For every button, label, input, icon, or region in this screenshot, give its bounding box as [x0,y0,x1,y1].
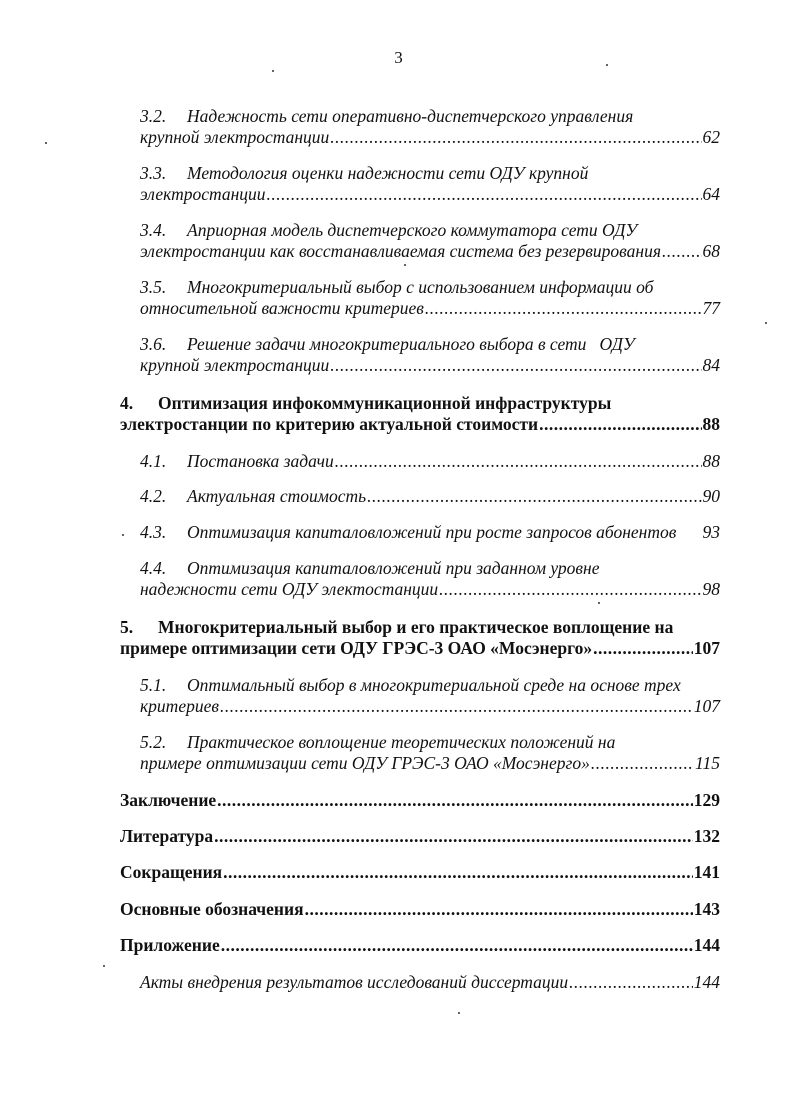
entry-title-line: электростанции [140,184,266,204]
entry-title-line: Методология оценки надежности сети ОДУ крупной [187,163,589,183]
entry-title-line: Надежность сети оперативно-диспетчерского управления [187,106,634,126]
toc-entry-3-6[interactable] [140,334,720,376]
toc-abbreviations[interactable] [120,862,720,883]
entry-page: 129 [693,790,720,810]
entry-page: 62 [702,127,720,147]
toc-chapter-4[interactable] [120,393,720,435]
entry-number: 3.4. [140,220,167,240]
entry-page: 88 [702,451,720,471]
scan-speck [122,534,124,536]
entry-page: 88 [702,414,720,434]
entry-title-line: относительной важности критериев [140,298,424,318]
leader-dots [330,355,701,376]
leader-dots [335,451,702,472]
entry-page: 98 [702,579,720,599]
entry-title-line: критериев [140,696,219,716]
entry-number: 5.2. [140,732,167,752]
entry-page: 115 [695,753,720,773]
toc-entry-4-1[interactable] [140,451,720,472]
entry-title-line: Оптимизация инфокоммуникационной инфраструктуры [158,393,612,413]
toc-appendix-acts[interactable] [140,972,720,993]
leader-dots [267,184,702,205]
leader-dots [330,127,701,148]
entry-title: Оптимизация капиталовложений при росте запросов абонентов [187,522,677,542]
entry-title-line: Многокритериальный выбор и его практическое воплощение на [158,617,674,637]
entry-title-line: Практическое воплощение теоретических положений на [187,732,616,752]
entry-title: Приложение [120,935,220,955]
entry-page: 144 [693,935,720,955]
leader-dots [662,241,702,262]
entry-title-line: крупной электростанции [140,127,330,147]
entry-title-line: крупной электростанции [140,355,330,375]
entry-title-line: Оптимальный выбор в многокритериальной среде на основе трех [187,675,681,695]
entry-number: 4.3. [140,522,167,542]
entry-title-line: Многокритериальный выбор с использованием информации об [187,277,654,297]
leader-dots [221,935,693,956]
entry-page: 141 [693,862,720,882]
entry-title-line: Решение задачи многокритериального выбора в сети ОДУ [187,334,635,354]
entry-number: 5.1. [140,675,167,695]
toc-entry-3-2[interactable] [140,106,720,148]
leader-dots [569,972,693,993]
entry-number: 3.6. [140,334,167,354]
entry-title-line: надежности сети ОДУ электостанции [140,579,439,599]
entry-number: 4.4. [140,558,167,578]
entry-page: 107 [693,696,720,716]
scan-speck [598,602,600,604]
leader-dots [425,298,702,319]
toc-entry-4-4[interactable] [140,558,720,600]
entry-number: 5. [120,617,134,637]
entry-title-line: примере оптимизации сети ОДУ ГРЭС-3 ОАО «Мосэнерго» [140,753,590,773]
toc-conclusion[interactable] [120,790,720,811]
entry-number: 3.5. [140,277,167,297]
entry-title: Сокращения [120,862,223,882]
toc-entry-3-5[interactable] [140,277,720,319]
entry-page: 143 [693,899,720,919]
entry-number: 3.3. [140,163,167,183]
scan-speck [458,1012,460,1014]
entry-page: 93 [702,522,720,542]
entry-number: 3.2. [140,106,167,126]
entry-title-line: примере оптимизации сети ОДУ ГРЭС-3 ОАО «Мосэнерго» [120,638,593,658]
toc-entry-4-3[interactable] [140,522,720,543]
entry-title-line: электростанции по критерию актуальной стоимости [120,414,539,434]
scan-speck [45,142,47,144]
entry-page: 68 [702,241,720,261]
toc-entry-5-1[interactable] [140,675,720,717]
leader-dots [305,899,693,920]
scan-speck [404,264,406,266]
toc-entry-4-2[interactable] [140,486,720,507]
entry-number: 4.2. [140,486,167,506]
entry-number: 4. [120,393,134,413]
entry-title: Заключение [120,790,217,810]
leader-dots [223,862,693,883]
scan-speck [272,70,274,72]
entry-page: 144 [693,972,720,992]
scan-speck [606,64,608,66]
leader-dots [593,638,693,659]
entry-title: Актуальная стоимость [187,486,367,506]
entry-title: Постановка задачи [187,451,334,471]
toc-entry-3-3[interactable] [140,163,720,205]
entry-page: 84 [702,355,720,375]
toc-notation[interactable] [120,899,720,920]
entry-title: Акты внедрения результатов исследований диссертации [140,972,569,992]
entry-title: Основные обозначения [120,899,304,919]
toc-chapter-5[interactable] [120,617,720,659]
leader-dots [439,579,701,600]
leader-dots [214,826,693,847]
toc-appendix[interactable] [120,935,720,956]
entry-title-line: Априорная модель диспетчерского коммутатора сети ОДУ [187,220,638,240]
leader-dots [591,753,694,774]
entry-page: 90 [702,486,720,506]
entry-number: 4.1. [140,451,167,471]
entry-page: 77 [702,298,720,318]
entry-page: 107 [693,638,720,658]
entry-title-line: Оптимизация капиталовложений при заданном уровне [187,558,600,578]
toc-literature[interactable] [120,826,720,847]
entry-title: Литература [120,826,214,846]
entry-title-line: электростанции как восстанавливаемая система без резервирования [140,241,661,261]
page-number: 3 [394,48,403,67]
scan-speck [765,322,767,324]
leader-dots [220,696,693,717]
leader-dots [367,486,701,507]
leader-dots [217,790,693,811]
toc-entry-5-2[interactable] [140,732,720,774]
toc-entry-3-4[interactable] [140,220,720,262]
leader-dots [539,414,701,435]
scan-speck [103,965,105,967]
entry-page: 132 [693,826,720,846]
entry-page: 64 [702,184,720,204]
